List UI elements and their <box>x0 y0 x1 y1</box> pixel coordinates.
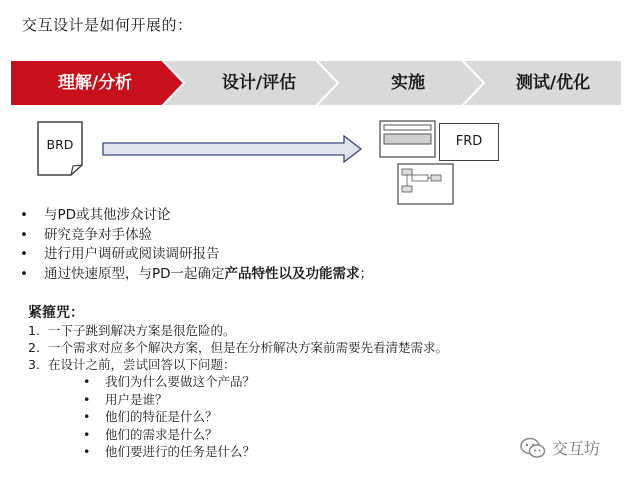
question-list <box>48 373 448 461</box>
list-item: • 研究竞争对手体验 <box>18 226 373 246</box>
emphasis-text: 产品特性以及功能需求 <box>224 265 360 282</box>
process-step-2-label: 设计/评估 <box>221 73 297 93</box>
wechat-icon <box>520 437 546 459</box>
question-item: • 我们为什么要做这个产品？ <box>83 373 448 391</box>
process-step-1-label: 理解/分析 <box>57 73 133 93</box>
brand-watermark <box>520 436 600 459</box>
list-item: • 与PD或其他涉众讨论 <box>18 206 373 226</box>
question-item: • 他们的需求是什么？ <box>83 426 448 444</box>
flow-arrow <box>102 134 364 164</box>
question-item: • 他们的特征是什么？ <box>83 408 448 426</box>
page-title: 交互设计是如何开展的： <box>22 16 193 34</box>
brand-name: 交互坊 <box>552 439 601 458</box>
brd-document <box>37 121 83 176</box>
process-step-4-label: 测试/优化 <box>515 73 591 93</box>
list-item: • 通过快速原型，与PD一起确定产品特性以及功能需求； <box>18 265 373 285</box>
activity-list <box>18 206 373 284</box>
list-item: • 进行用户调研或阅读调研报告 <box>18 245 373 265</box>
list-item: 3. 在设计之前，尝试回答以下问题： • 我们为什么要做这个产品？ • 用户是谁？ • 他们的特征是什么？ • 他们的需求是什么？ • 他们要进行的任务是什么？ <box>28 356 448 461</box>
question-item: • 他们要进行的任务是什么？ <box>83 443 448 461</box>
caution-list <box>28 322 448 461</box>
list-item: 2. 一个需求对应多个解决方案，但是在分析解决方案前需要先看清楚需求。 <box>28 340 449 355</box>
caution-heading: 紧箍咒： <box>28 305 84 321</box>
brd-label: BRD <box>46 137 74 152</box>
process-step-3-label: 实施 <box>391 73 425 93</box>
list-item: 1. 一下子跳到解决方案是很危险的。 <box>28 323 236 338</box>
flow-arrow-shape <box>103 136 361 162</box>
frd-document: FRD <box>439 123 499 161</box>
question-item: • 用户是谁？ <box>83 391 448 409</box>
